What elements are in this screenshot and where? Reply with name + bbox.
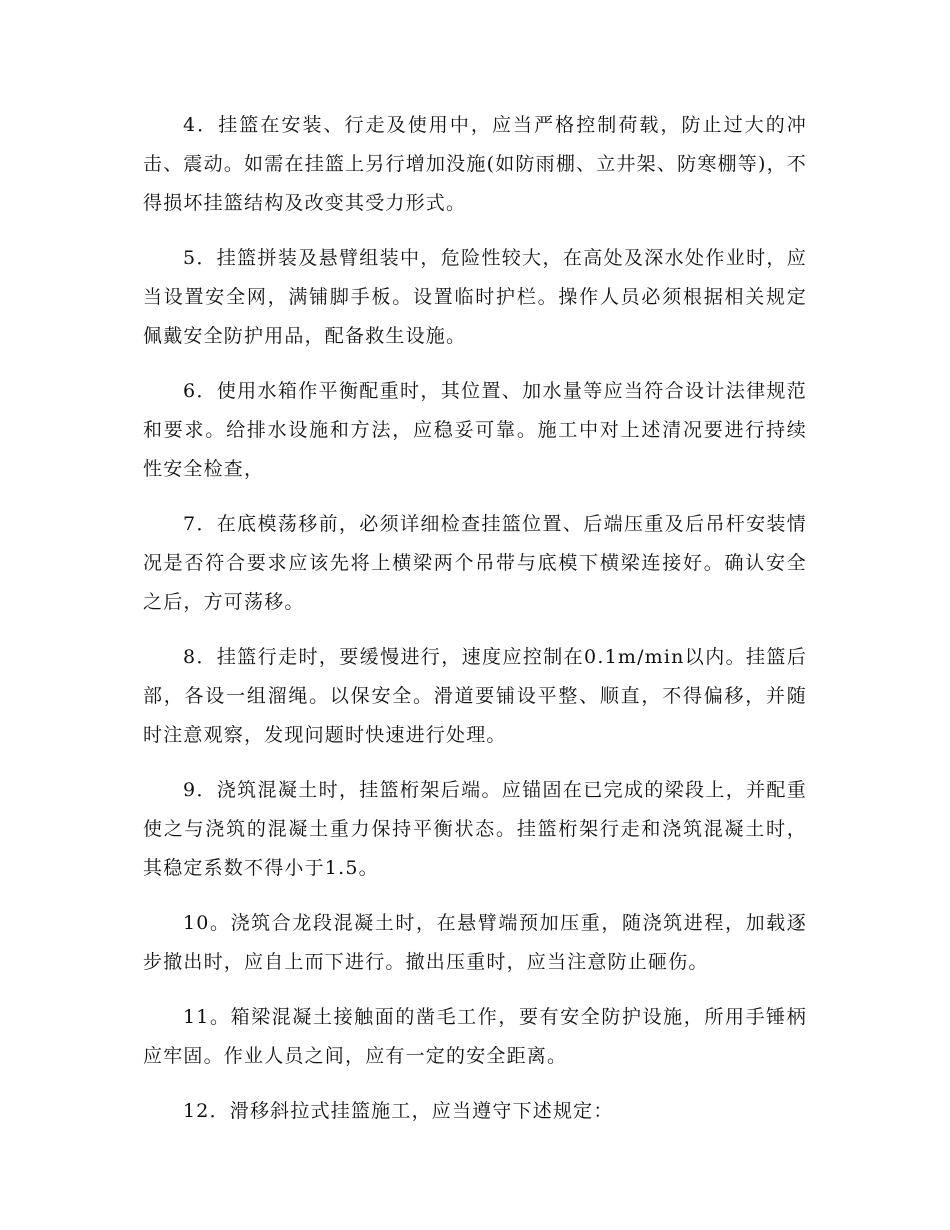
- paragraph-item-12: 12．滑移斜拉式挂篮施工，应当遵守下述规定：: [183, 1100, 614, 1122]
- paragraph-item-8: 8．挂篮行走时，要缓慢进行，速度应控制在0.1m/min以内。挂篮后部，各设一组溜绳。以保安全。滑道要铺设平整、顺直，不得偏移，并随时注意观察，发现问题时快速进行处理。: [143, 646, 807, 746]
- paragraph-item-10: 10。浇筑合龙段混凝土时，在悬臂端预加压重，随浇筑进程，加载逐步撤出时，应自上而下进行。撤出压重时，应当注意防止砸伤。: [143, 912, 807, 973]
- paragraph-item-5: 5．挂篮拼装及悬臂组装中，危险性较大，在高处及深水处作业时，应当设置安全网，满铺脚手板。设置临时护栏。操作人员必须根据相关规定佩戴安全防护用品，配备救生设施。: [143, 247, 807, 347]
- document-body: [143, 106, 807, 1147]
- paragraph-item-6: 6．使用水箱作平衡配重时，其位置、加水量等应当符合设计法律规范和要求。给排水设施和方法，应稳妥可靠。施工中对上述清况要进行持续性安全检查，: [143, 380, 807, 480]
- paragraph-item-11: 11。箱梁混凝土接触面的凿毛工作，要有安全防护设施，所用手锤柄应牢固。作业人员之间，应有一定的安全距离。: [143, 1006, 807, 1067]
- paragraph-item-9: 9．浇筑混凝土时，挂篮桁架后端。应锚固在已完成的梁段上，并配重使之与浇筑的混凝土重力保持平衡状态。挂篮桁架行走和浇筑混凝土时，其稳定系数不得小于1.5。: [143, 779, 807, 879]
- paragraph-item-7: 7．在底模荡移前，必须详细检查挂篮位置、后端压重及后吊杆安装情况是否符合要求应该先将上横梁两个吊带与底模下横梁连接好。确认安全之后，方可荡移。: [143, 513, 807, 613]
- paragraph-item-4: 4．挂篮在安装、行走及使用中，应当严格控制荷载，防止过大的冲击、震动。如需在挂篮上另行增加没施(如防雨棚、立井架、防寒棚等)，不得损坏挂篮结构及改变其受力形式。: [143, 114, 807, 214]
